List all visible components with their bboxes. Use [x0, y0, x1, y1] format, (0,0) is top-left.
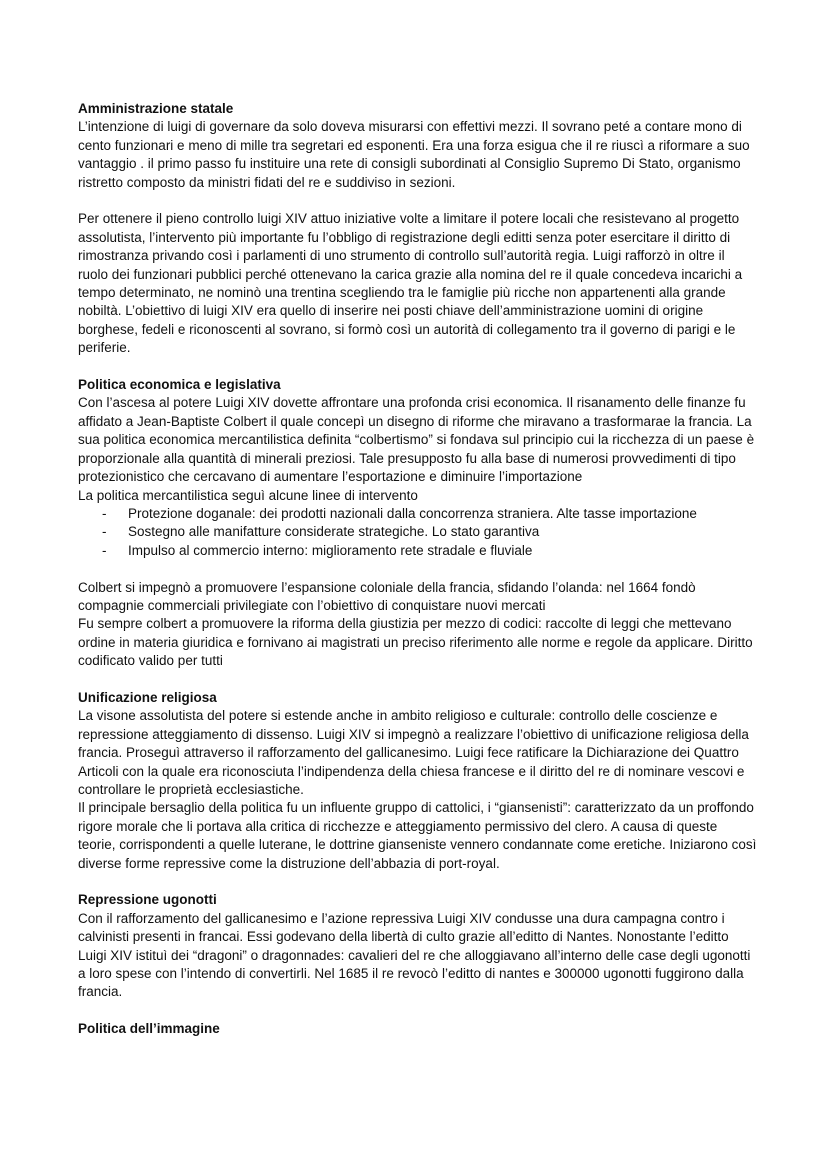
section-politica-immagine	[78, 1020, 758, 1038]
paragraph: Con il rafforzamento del gallicanesimo e l’azione repressiva Luigi XIV condusse una dura campagna contro i calvinisti presenti in francai. Essi godevano della libertà di culto grazie all’editto di Nantes. Nonostante l’editto Luigi XIV istituì dei “dragoni” o dragonnades: cavalieri del re che alloggiavano all’interno delle case degli ugonotti a loro spese con l’intendo di convertirli. Nel 1685 il re revocò l’editto di nantes e 300000 ugonotti fuggirono dalla francia.	[78, 910, 751, 1000]
section-heading: Politica dell’immagine	[78, 1021, 220, 1037]
paragraph: La visone assolutista del potere si estende anche in ambito religioso e culturale: controllo delle coscienze e repressione atteggiamento di dissenso. Luigi XIV si impegnò a realizzare l’obiettivo di unificazione religiosa della francia. Proseguì attraverso il rafforzamento del gallicanesimo. Luigi fece ratificare la Dichiarazione dei Quattro Articoli con la quale era riconosciuta l’indipendenza della chiesa francese e il diritto del re di nominare vescovi e controllare le proprietà ecclesiastiche.	[78, 708, 749, 797]
section-heading: Unificazione religiosa	[78, 689, 217, 705]
paragraph: L’intenzione di luigi di governare da solo doveva misurarsi con effettivi mezzi. Il sovrano peté a contare mono di cento funzionari e meno di mille tra segretari ed esponenti. Era una forza esigua che il re riuscì a riformare a suo vantaggio . il primo passo fu instituire una rete di consigli subordinati al Consiglio Supremo Di Stato, organismo ristretto composto da ministri fidati del re e suddiviso in sezioni.	[78, 119, 750, 190]
list-item: - Impulso al commercio interno: miglioramento rete stradale e fluviale	[78, 542, 758, 560]
list-item: - Protezione doganale: dei prodotti nazionali dalla concorrenza straniera. Alte tasse importazione	[78, 505, 758, 523]
section-unificazione-religiosa	[78, 689, 758, 873]
paragraph-gap	[78, 192, 758, 210]
intervention-list	[78, 505, 758, 560]
paragraph: Il principale bersaglio della politica fu un influente gruppo di cattolici, i “giansenisti”: caratterizzato da un proffondo rigore morale che li portava alla critica di ricchezze e atteggiamento permissivo del clero. A causa di queste teorie, corrispondenti a quelle luterane, le dottrine gianseniste vennero condannate come eretiche. Iniziarono così diverse forme repressive come la distruzione dell’abbazia di port-royal.	[78, 800, 757, 871]
paragraph: Per ottenere il pieno controllo luigi XIV attuo iniziative volte a limitare il potere locali che resistevano al progetto assolutista, l’intervento più importante fu l’obbligo di registrazione degli editti senza poter esercitare il diritto di rimostranza privando così i parlamenti di uno strumento di controllo sull’autorità regia. Luigi rafforzò in oltre il ruolo dei funzionari pubblici perché ottenevano la carica grazie alla nomina del re il quale concedeva incarichi a tempo determinato, ne nominò una trentina scegliendo tra le famiglie più ricche non appartenenti alla grande nobiltà. L’obiettivo di luigi XIV era quello di inserire nei posti chiave dell’amministrazione uomini di origine borghese, fedeli e riconoscenti al sovrano, si formò così un autorità di collegamento tra il governo di parigi e le periferie.	[78, 211, 743, 356]
section-repressione-ugonotti	[78, 891, 758, 1001]
section-heading: Repressione ugonotti	[78, 892, 217, 908]
paragraph: Con l’ascesa al potere Luigi XIV dovette affrontare una profonda crisi economica. Il risanamento delle finanze fu affidato a Jean-Baptiste Colbert il quale concepì un disegno di riforme che miravano a trasformarae la francia. La sua politica economica mercantilistica definita “colbertismo” si fondava sul principio cui la ricchezza di un paese è proporzionale alla quantità di minerali preziosi. Tale presupposto fu alla base di numerosi provvedimenti di tipo protezionistico che cercavano di aumentare l’esportazione e diminuire l’importazione	[78, 395, 755, 485]
paragraph: Colbert si impegnò a promuovere l’espansione coloniale della francia, sfidando l’olanda: nel 1664 fondò compagnie commerciali privilegiate con l’obiettivo di conquistare nuovi mercati	[78, 579, 696, 613]
paragraph-gap	[78, 560, 758, 578]
section-heading: Amministrazione statale	[78, 101, 234, 116]
list-item: - Sostegno alle manifatture considerate strategiche. Lo stato garantiva	[78, 523, 758, 541]
section-politica-economica	[78, 376, 758, 670]
paragraph: Fu sempre colbert a promuovere la riforma della giustizia per mezzo di codici: raccolte di leggi che mettevano ordine in materia giuridica e fornivano ai magistrati un preciso riferimento alle norme e regole da applicare. Diritto codificato valido per tutti	[78, 616, 753, 669]
list-intro: La politica mercantilistica seguì alcune linee di intervento	[78, 487, 418, 503]
section-amministrazione-statale	[78, 100, 758, 358]
document-page	[78, 100, 758, 1057]
section-heading: Politica economica e legislativa	[78, 377, 281, 393]
